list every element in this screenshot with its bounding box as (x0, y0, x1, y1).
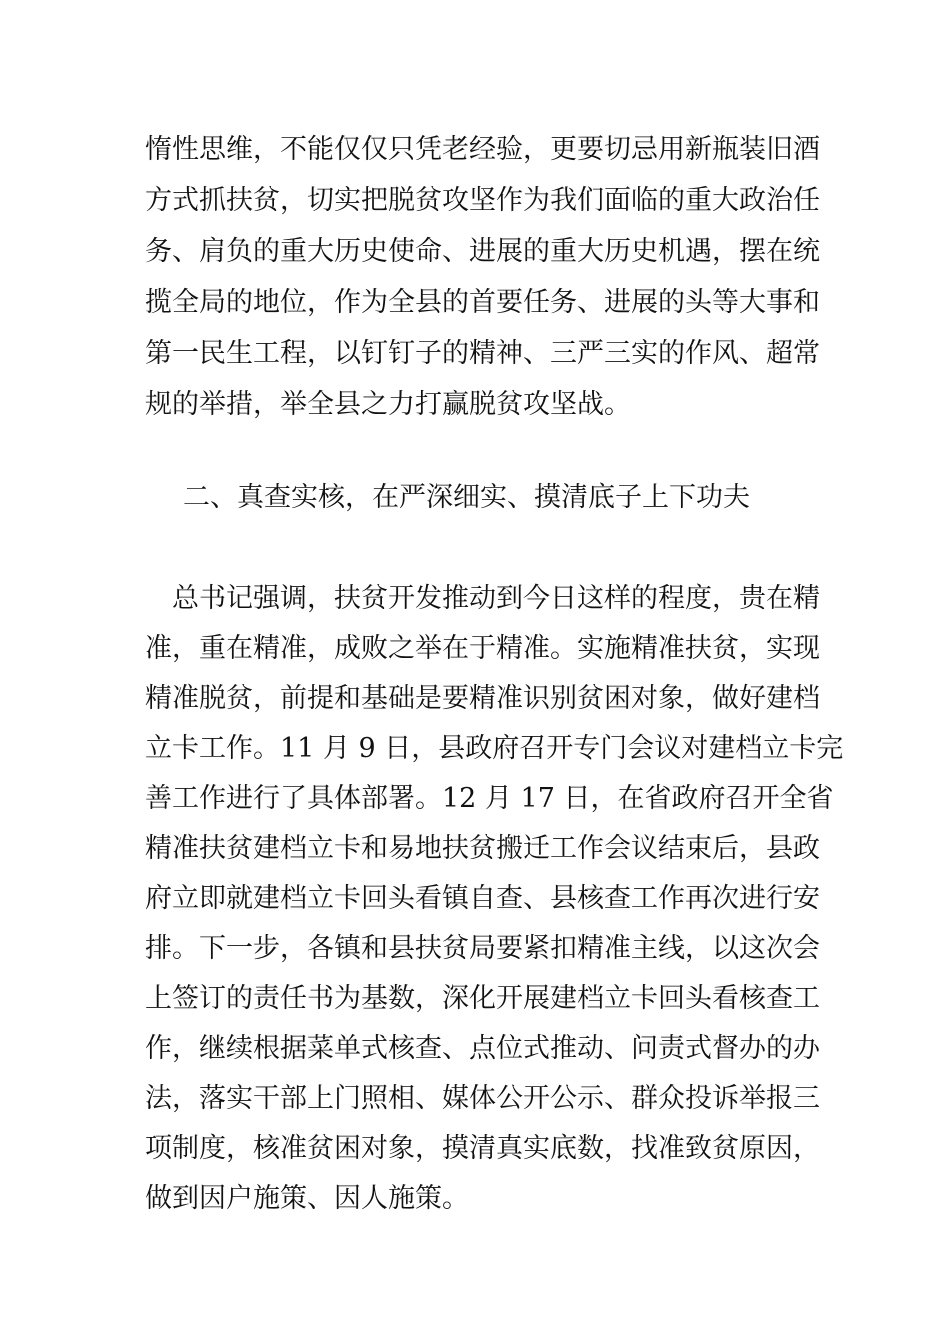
paragraph-line: 上签订的责任书为基数，深化开展建档立卡回头看核查工 (145, 983, 820, 1014)
paragraph-line: 精准扶贫建档立卡和易地扶贫搬迁工作会议结束后，县政 (145, 833, 820, 864)
paragraph-line: 方式抓扶贫，切实把脱贫攻坚作为我们面临的重大政治任 (145, 185, 820, 216)
paragraph-line: 准，重在精准，成败之举在于精准。实施精准扶贫，实现 (145, 633, 820, 664)
paragraph-line: 总书记强调，扶贫开发推动到今日这样的程度，贵在精 (145, 583, 820, 614)
paragraph-line: 排。下一步，各镇和县扶贫局要紧扣精准主线，以这次会 (145, 933, 820, 964)
paragraph-line: 作，继续根据菜单式核查、点位式推动、问责式督办的办 (145, 1033, 820, 1064)
paragraph-line: 揽全局的地位，作为全县的首要任务、进展的头等大事和 (145, 287, 820, 318)
paragraph-line: 精准脱贫，前提和基础是要精准识别贫困对象，做好建档 (145, 683, 820, 714)
paragraph-line: 做到因户施策、因人施策。 (145, 1183, 469, 1214)
paragraph-line: 规的举措，举全县之力打赢脱贫攻坚战。 (145, 389, 631, 420)
paragraph-line: 惰性思维，不能仅仅只凭老经验，更要切忌用新瓶装旧酒 (145, 134, 820, 165)
paragraph-line: 善工作进行了具体部署。12 月 17 日，在省政府召开全省 (145, 783, 834, 814)
paragraph-line: 府立即就建档立卡回头看镇自查、县核查工作再次进行安 (145, 883, 820, 914)
paragraph-line: 法，落实干部上门照相、媒体公开公示、群众投诉举报三 (145, 1083, 820, 1114)
paragraph-line: 立卡工作。11 月 9 日，县政府召开专门会议对建档立卡完 (145, 733, 844, 764)
section-heading: 二、真查实核，在严深细实、摸清底子上下功夫 (183, 482, 750, 513)
paragraph-line: 务、肩负的重大历史使命、进展的重大历史机遇，摆在统 (145, 236, 820, 267)
paragraph-line: 项制度，核准贫困对象，摸清真实底数，找准致贫原因， (145, 1133, 820, 1164)
paragraph-line: 第一民生工程，以钉钉子的精神、三严三实的作风、超常 (145, 338, 820, 369)
